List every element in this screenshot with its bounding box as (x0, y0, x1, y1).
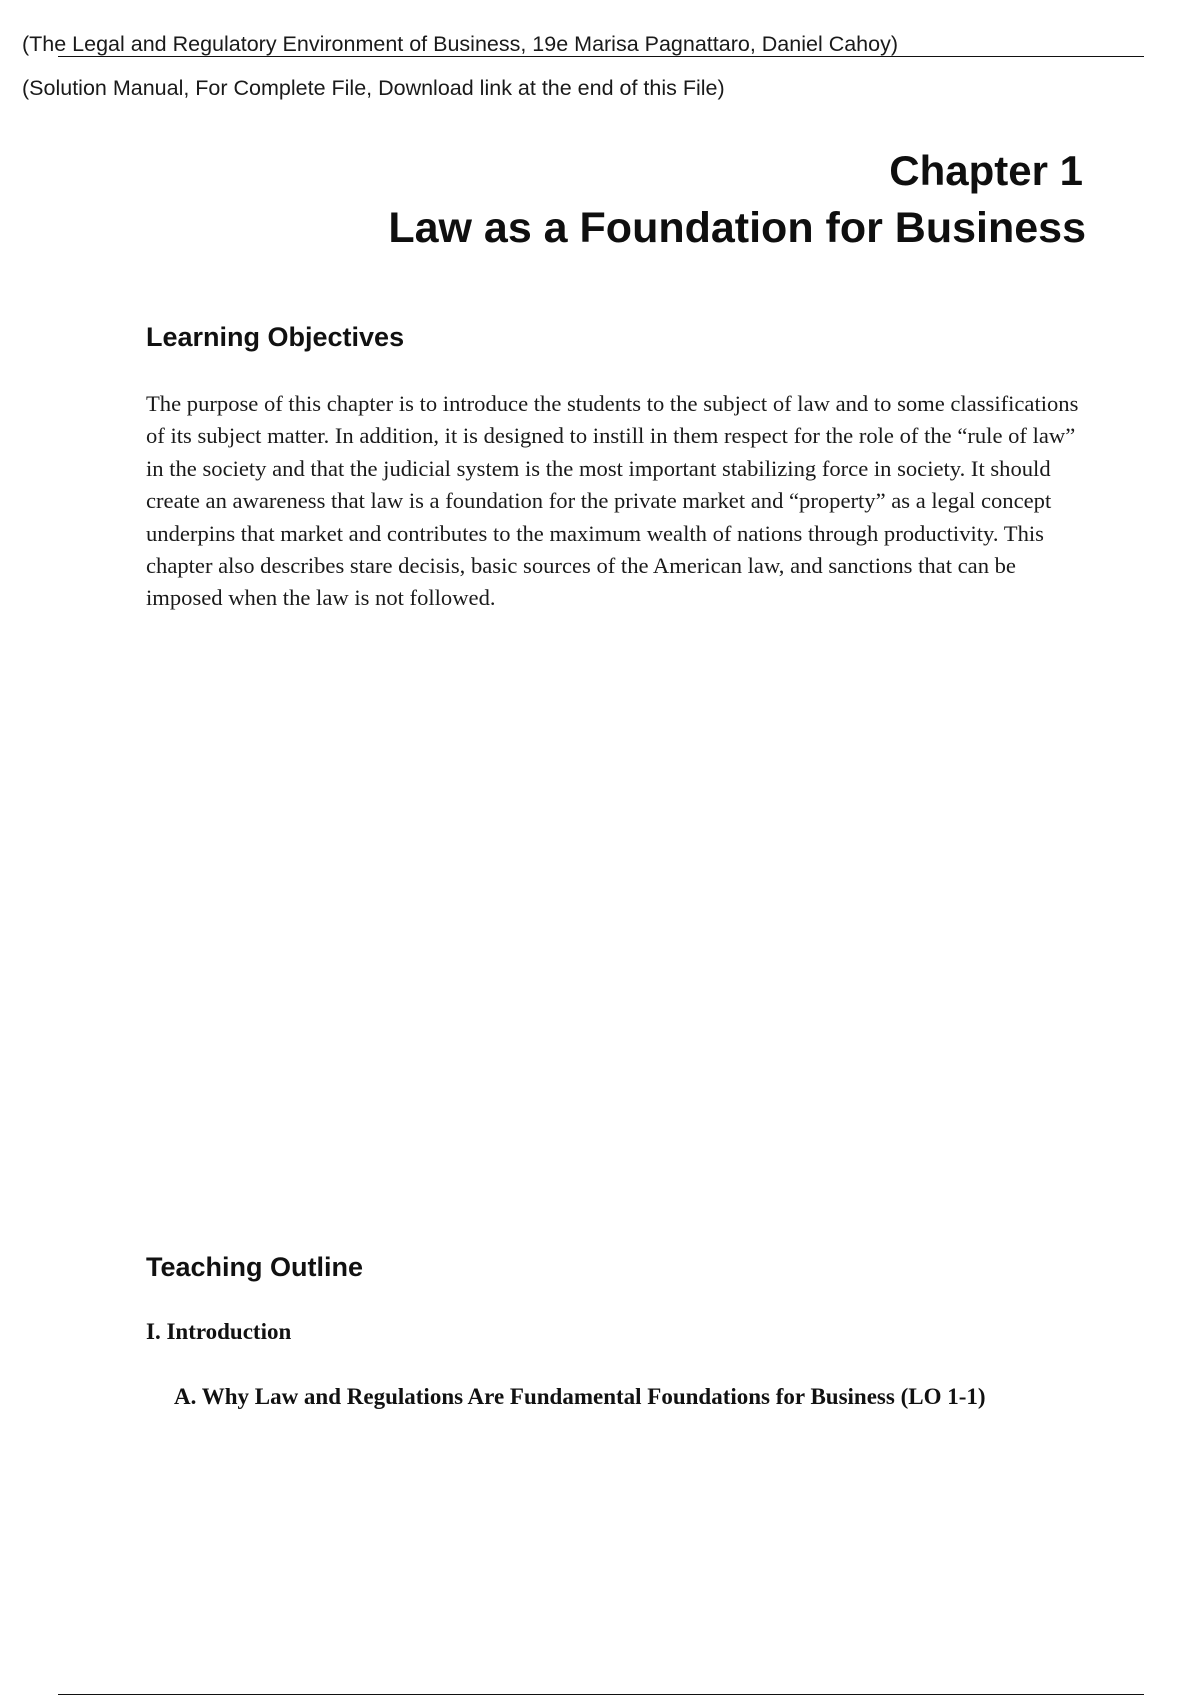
footer-rule (58, 1694, 1144, 1695)
header-source-line: (The Legal and Regulatory Environment of Business, 19e Marisa Pagnattaro, Daniel Cahoy) (22, 32, 899, 56)
header-rule (58, 56, 1144, 57)
learning-objectives-paragraph: The purpose of this chapter is to introduce the students to the subject of law and to some classifications of its subject matter. In addition, it is designed to instill in them respect for the role of the “rule of law” in the society and that the judicial system is the most important stabilizing force in society. It should create an awareness that law is a foundation for the private market and “property” as a legal concept underpins that market and contributes to the maximum wealth of nations through productivity. This chapter also describes stare decisis, basic sources of the American law, and sanctions that can be imposed when the law is not followed. (146, 391, 1079, 611)
learning-objectives-heading: Learning Objectives (146, 322, 405, 352)
chapter-number: Chapter 1 (889, 147, 1083, 194)
header-solution-manual-line: (Solution Manual, For Complete File, Download link at the end of this File) (22, 76, 725, 100)
outline-item-introduction: I. Introduction (146, 1319, 292, 1344)
chapter-heading-block (388, 144, 1086, 258)
chapter-title: Law as a Foundation for Business (388, 204, 1086, 252)
outline-item-why-law: A. Why Law and Regulations Are Fundamental Foundations for Business (LO 1-1) (174, 1384, 986, 1409)
teaching-outline-heading: Teaching Outline (146, 1252, 364, 1282)
